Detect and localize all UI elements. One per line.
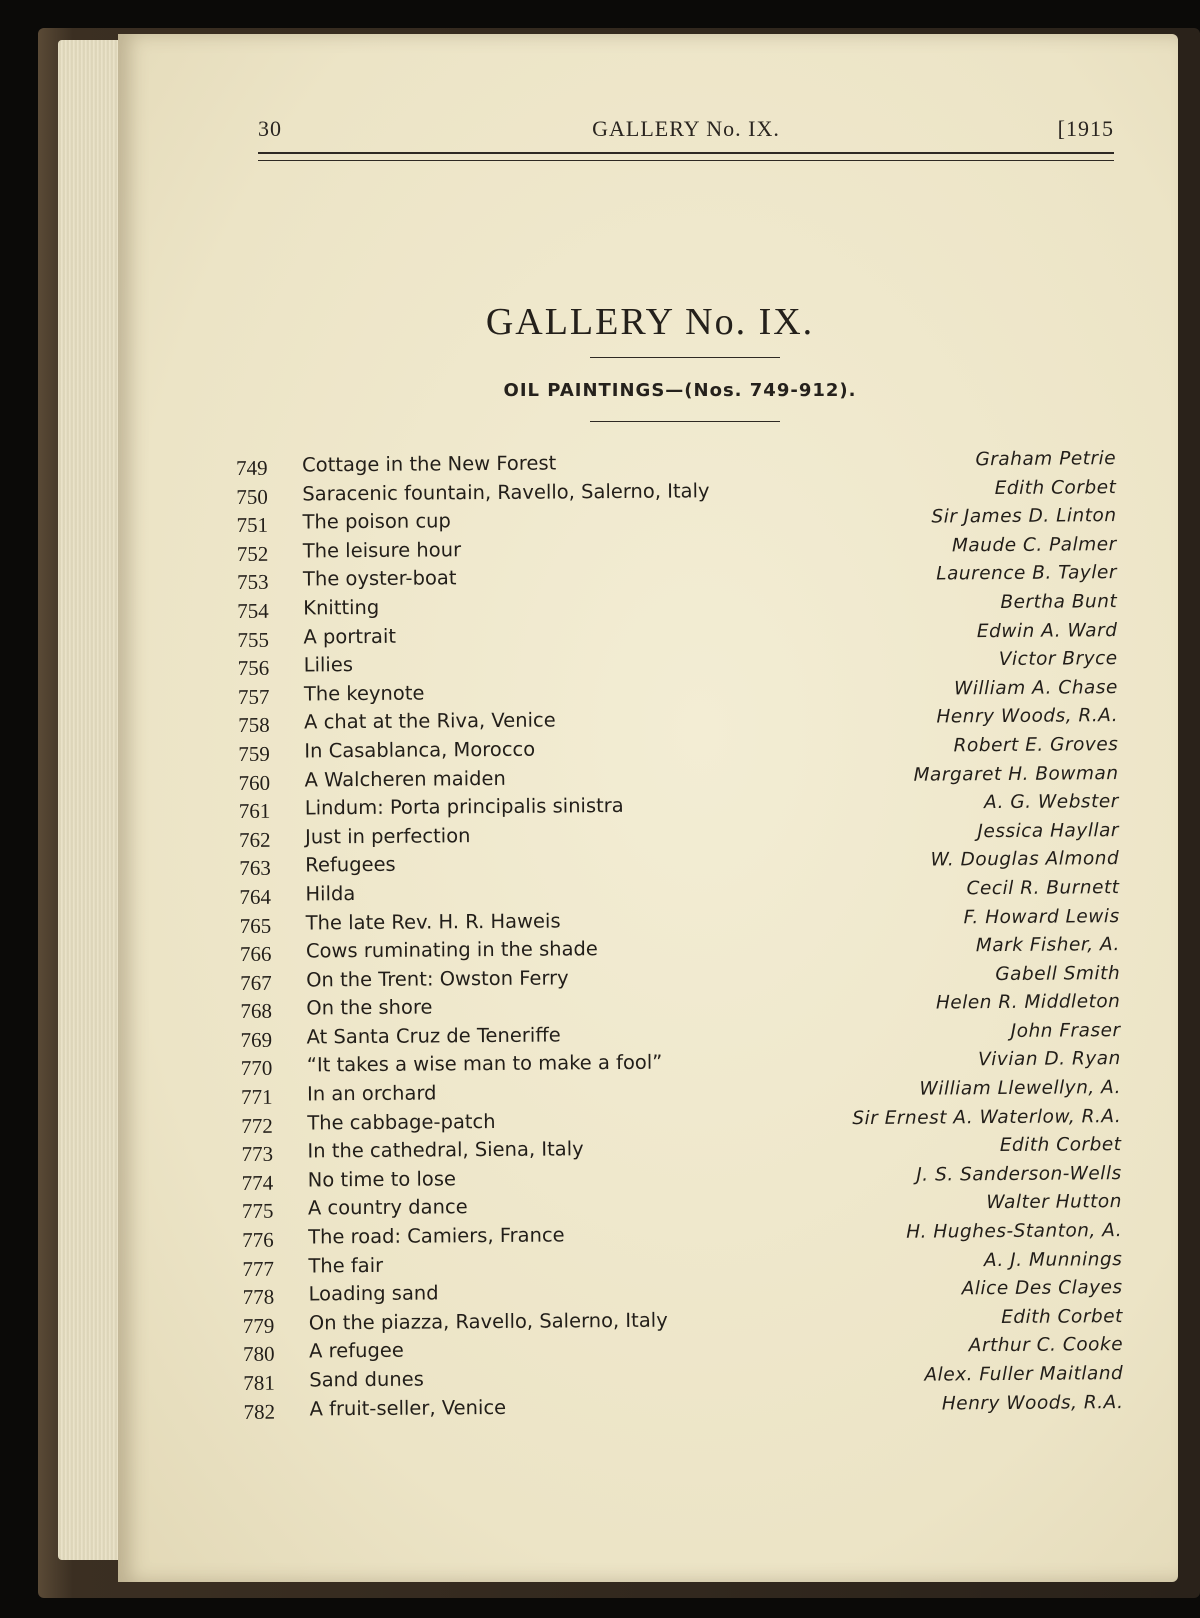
entry-artist: Jessica Hayllar — [977, 819, 1120, 842]
entry-number: 781 — [243, 1370, 275, 1395]
entry-number: 768 — [240, 999, 272, 1024]
entry-number: 751 — [236, 512, 269, 538]
entry-title: A portrait — [303, 624, 397, 649]
entry-number: 760 — [238, 770, 271, 795]
entry-number: 755 — [237, 627, 270, 652]
entry-title: A country dance — [307, 1195, 468, 1220]
entry-title: Sand dunes — [309, 1367, 424, 1392]
entry-title: At Santa Cruz de Teneriffe — [306, 1023, 561, 1049]
entry-title: No time to lose — [307, 1167, 457, 1192]
section-subheading: OIL PAINTINGS—(Nos. 749-912). — [503, 380, 857, 401]
entry-title: Hilda — [305, 881, 356, 906]
entry-number: 771 — [240, 1084, 273, 1110]
entry-title: Saracenic fountain, Ravello, Salerno, Italy — [302, 478, 710, 506]
entry-title: Lindum: Porta principalis sinistra — [304, 794, 624, 820]
entry-artist: Henry Woods, R.A. — [941, 1391, 1124, 1415]
entry-title: The keynote — [303, 681, 425, 706]
entry-artist: Cecil R. Burnett — [966, 876, 1120, 900]
entry-artist: Helen R. Middleton — [935, 991, 1121, 1014]
entry-number: 776 — [242, 1227, 274, 1253]
entry-artist: Arthur C. Cooke — [968, 1334, 1124, 1357]
entry-number: 782 — [243, 1399, 276, 1424]
entry-artist: Bertha Bunt — [1000, 591, 1118, 613]
entry-artist: Victor Bryce — [998, 648, 1118, 671]
entry-number: 764 — [239, 884, 272, 909]
entry-title: The cabbage-patch — [307, 1109, 496, 1135]
page-number: 30 — [258, 116, 282, 141]
entry-title: The fair — [308, 1253, 384, 1278]
entry-artist: Sir Ernest A. Waterlow, R.A. — [852, 1105, 1122, 1129]
entry-artist: Edith Corbet — [999, 1134, 1122, 1157]
running-header — [258, 116, 1114, 150]
entry-number: 753 — [236, 570, 269, 595]
entry-number: 778 — [242, 1284, 275, 1310]
entry-artist: J. S. Sanderson-Wells — [916, 1162, 1122, 1186]
entry-title: The leisure hour — [302, 538, 462, 563]
entry-artist: Mark Fisher, A. — [975, 934, 1120, 957]
entry-title: Just in perfection — [304, 823, 471, 849]
entry-artist: A. J. Munnings — [983, 1248, 1123, 1271]
entry-artist: John Fraser — [1010, 1019, 1121, 1042]
entry-number: 761 — [238, 798, 271, 824]
entry-title: Refugees — [305, 853, 396, 877]
entry-artist: Alice Des Clayes — [961, 1277, 1123, 1300]
entry-number: 772 — [241, 1113, 273, 1138]
entry-number: 759 — [238, 741, 270, 766]
entry-title: The poison cup — [302, 509, 451, 534]
header-rule — [258, 152, 1114, 161]
entry-artist: Graham Petrie — [975, 448, 1117, 471]
entry-number: 773 — [241, 1141, 274, 1167]
entry-artist: Margaret H. Bowman — [913, 762, 1119, 786]
entry-number: 765 — [239, 913, 272, 938]
entry-artist: Edith Corbet — [994, 476, 1117, 499]
entry-artist: F. Howard Lewis — [963, 905, 1120, 928]
entry-title: Cottage in the New Forest — [302, 451, 557, 477]
entry-title: Knitting — [303, 595, 380, 620]
entry-artist: Alex. Fuller Maitland — [924, 1363, 1124, 1386]
entry-artist: Robert E. Groves — [953, 734, 1119, 757]
entry-title: Loading sand — [308, 1281, 439, 1306]
year: [1915 — [1057, 116, 1114, 141]
entry-title: A fruit-seller, Venice — [309, 1395, 507, 1421]
entry-number: 758 — [238, 713, 270, 738]
gallery-title: GALLERY No. IX. — [485, 301, 815, 343]
entry-title: In an orchard — [306, 1081, 437, 1106]
entry-title: The road: Camiers, France — [308, 1223, 565, 1249]
entry-artist: William Llewellyn, A. — [919, 1077, 1122, 1100]
entry-number: 775 — [241, 1199, 274, 1224]
entry-number: 754 — [237, 598, 269, 623]
entry-number: 752 — [236, 541, 269, 566]
entry-artist: William A. Chase — [953, 676, 1118, 700]
entry-artist: Laurence B. Tayler — [936, 562, 1118, 585]
entry-number: 749 — [236, 455, 268, 480]
entry-artist: Walter Hutton — [986, 1191, 1123, 1214]
entry-title: “It takes a wise man to make a fool” — [306, 1051, 663, 1077]
entry-artist: A. G. Webster — [984, 791, 1119, 814]
running-title: GALLERY No. IX. — [592, 116, 780, 141]
entry-title: A chat at the Riva, Venice — [304, 708, 556, 734]
entry-number: 762 — [238, 827, 271, 852]
entry-title: The oyster-boat — [302, 566, 457, 591]
title-rule-bottom — [590, 421, 780, 422]
entry-artist: Gabell Smith — [995, 962, 1121, 985]
entry-number: 774 — [241, 1170, 274, 1195]
entry-title: A Walcheren maiden — [304, 766, 506, 792]
entry-number: 756 — [237, 655, 270, 681]
entry-title: Lilies — [303, 653, 354, 677]
entry-title: Cows ruminating in the shade — [305, 937, 598, 963]
entry-title: On the shore — [306, 995, 433, 1020]
entry-number: 769 — [240, 1027, 273, 1052]
entry-number: 766 — [239, 941, 272, 967]
entry-artist: Maude C. Palmer — [951, 533, 1117, 557]
entry-title: On the Trent: Owston Ferry — [306, 966, 569, 992]
entry-artist: Henry Woods, R.A. — [936, 705, 1119, 728]
entry-number: 779 — [242, 1313, 275, 1338]
entry-artist: Vivian D. Ryan — [978, 1048, 1121, 1071]
entry-title: A refugee — [308, 1339, 404, 1363]
entry-artist: W. Douglas Almond — [930, 848, 1120, 871]
entry-title: In the cathedral, Siena, Italy — [307, 1137, 584, 1163]
entry-number: 757 — [237, 684, 270, 709]
painting-list — [236, 445, 1124, 1424]
title-rule-top — [590, 357, 780, 358]
entry-number: 767 — [240, 970, 272, 995]
entry-title: In Casablanca, Morocco — [304, 737, 536, 763]
entry-number: 780 — [242, 1342, 275, 1367]
entry-number: 763 — [239, 856, 271, 881]
entry-number: 777 — [242, 1256, 275, 1281]
entry-title: The late Rev. H. R. Haweis — [305, 908, 561, 934]
entry-title: On the piazza, Ravello, Salerno, Italy — [308, 1308, 668, 1335]
entry-artist: Edith Corbet — [1001, 1305, 1123, 1328]
entry-artist: Sir James D. Linton — [931, 505, 1117, 528]
entry-artist: Edwin A. Ward — [976, 619, 1118, 642]
entry-number: 770 — [240, 1056, 273, 1081]
entry-artist: H. Hughes-Stanton, A. — [906, 1220, 1123, 1243]
entry-number: 750 — [236, 484, 268, 509]
